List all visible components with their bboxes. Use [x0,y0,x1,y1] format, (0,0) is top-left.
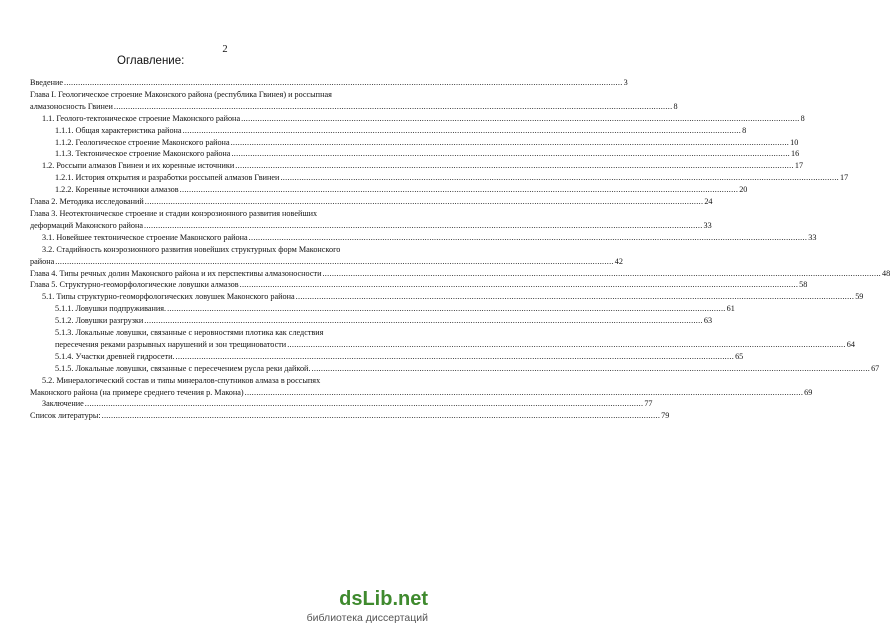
toc-entry-chapter4[interactable]: Глава 4. Типы речных долин Маконского района и их перспективы алмазоносности ..... 48 [30,268,406,280]
toc-entry-chapter3[interactable]: деформаций Маконского района ..... 33 [30,220,406,232]
toc-entry-5-2-line1[interactable]: 5.2. Минералогический состав и типы минералов-спутников алмаза в россыпях [42,375,321,385]
toc-entry-chapter5[interactable]: Глава 5. Структурно-геоморфологические ловушки алмазов ..... 58 [30,279,406,291]
toc-entry-5-2[interactable]: Маконского района (на примере среднего течения р. Макона) ..... 69 [30,387,406,399]
toc-entry-1-1-3[interactable]: 1.1.3. Тектоническое строение Маконского района ..... 16 [30,148,406,160]
toc-entry-intro[interactable]: Введение ..... 3 [30,77,406,89]
toc-entry-5-1[interactable]: 5.1. Типы структурно-геоморфологических ловушек Маконского района ..... 59 [30,291,406,303]
table-of-contents [30,77,890,422]
toc-entry-1-2-1[interactable]: 1.2.1. История открытия и разработки россыпей алмазов Гвинеи ..... 17 [30,172,406,184]
toc-entry-5-1-2[interactable]: 5.1.2. Ловушки разгрузки ..... 63 [30,315,406,327]
page-number: 2 [222,44,228,55]
toc-entry-1-1-1[interactable]: 1.1.1. Общая характеристика района ..... 8 [30,125,406,137]
toc-entry-5-1-3-line1[interactable]: 5.1.3. Локальные ловушки, связанные с неровностями плотика как следствия [55,328,324,338]
watermark[interactable] [280,588,440,634]
toc-entry-1-1[interactable]: 1.1. Геолого-тектоническое строение Маконского района ..... 8 [30,113,406,125]
toc-entry-3-1[interactable]: 3.1. Новейшее тектоническое строение Маконского района ..... 33 [30,232,406,244]
toc-entry-1-2-2[interactable]: 1.2.2. Коренные источники алмазов ..... 20 [30,184,406,196]
toc-entry-5-1-3[interactable]: пересечения реками разрывных нарушений и зон трещиноватости ..... 64 [30,339,406,351]
toc-entry-chapter2[interactable]: Глава 2. Методика исследований ..... 24 [30,196,406,208]
watermark-caption: библиотека диссертаций [306,612,428,624]
toc-entry-5-1-4[interactable]: 5.1.4. Участки древней гидросети. ..... 65 [30,351,406,363]
toc-entry-chapter3-line1[interactable]: Глава 3. Неотектоническое строение и стадии конэрозионного развития новейших [30,208,318,218]
dslib-logo: dsLib.net [339,588,428,610]
toc-entry-chapter1-line1[interactable]: Глава I. Геологическое строение Маконского района (республика Гвинея) и россыпная [30,89,332,99]
toc-entry-references[interactable]: Список литературы: ..... 79 [30,410,406,422]
toc-title: Оглавление: [117,55,185,67]
toc-entry-5-1-1[interactable]: 5.1.1. Ловушки подпруживания. ..... 61 [30,303,406,315]
toc-entry-1-1-2[interactable]: 1.1.2. Геологическое строение Маконского района ..... 10 [30,137,406,149]
toc-entry-1-2[interactable]: 1.2. Россыпи алмазов Гвинеи и их коренные источники ..... 17 [30,160,406,172]
toc-entry-conclusion[interactable]: Заключение ..... 77 [30,398,406,410]
toc-entry-5-1-5[interactable]: 5.1.5. Локальные ловушки, связанные с пересечением русла реки дайкой. ..... 67 [30,363,406,375]
toc-entry-3-2[interactable]: района ..... 42 [30,256,406,268]
toc-entry-chapter1[interactable]: алмазоносность Гвинеи ..... 8 [30,101,406,113]
toc-entry-3-2-line1[interactable]: 3.2. Стадийность конэрозионного развития новейших структурных форм Маконского [42,244,341,254]
